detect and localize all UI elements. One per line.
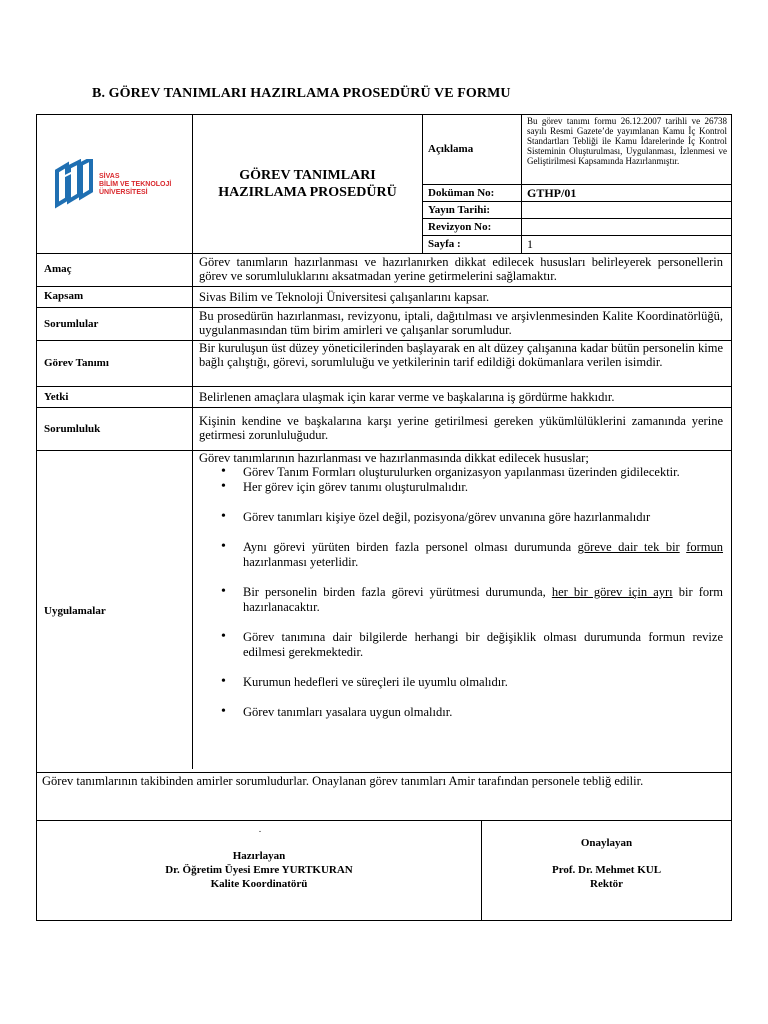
list-item: • Görev Tanım Formları oluşturulurken organizasyon yapılanması üzerinden gidilecektir.: [221, 464, 680, 479]
hazirlayan-title: Kalite Koordinatörü: [210, 878, 308, 890]
row-separator: [36, 386, 732, 387]
yetki-text: Belirlenen amaçlara ulaşmak için karar verme ve başkalarına iş gördürme hakkıdır.: [199, 390, 615, 404]
list-item: • Her görev için görev tanımı oluşturulmalıdır.: [221, 479, 468, 494]
yayin-tarihi-label: Yayın Tarihi:: [428, 204, 491, 216]
yetki-label: Yetki: [44, 391, 69, 403]
gorev-tanimi-label: Görev Tanımı: [44, 357, 109, 369]
row-separator: [36, 772, 732, 773]
sayfa-label: Sayfa :: [428, 238, 461, 250]
list-item: • Bir personelin birden fazla görevi yürütmesi durumunda, her bir görev için ayrı bir form hazırlanacaktır.: [221, 584, 724, 614]
amac-text: Görev tanımların hazırlanması ve hazırlanırken dikkat edilecek hususları belirleyerek personellerin görev ve sorumluluklarını aksatmadan yerine getirmelerini sağlamaktır.: [199, 255, 723, 283]
sorumlular-text: Bu prosedürün hazırlanması, revizyonu, iptali, dağıtılması ve arşivlenmesinden Kalite Koordinatörlüğü, uygulanmasından tüm birim amirleri ve çalışanlar sorumludur.: [199, 309, 723, 337]
list-item: • Kurumun hedefleri ve süreçleri ile uyumlu olmalıdır.: [221, 674, 508, 689]
kapsam-text: Sivas Bilim ve Teknoloji Üniversitesi çalışanlarını kapsar.: [199, 290, 490, 304]
procedure-title-line-1: GÖREV TANIMLARI: [239, 168, 376, 183]
footer-note: Görev tanımlarının takibinden amirler sorumludurlar. Onaylanan görev tanımları Amir tarafından personele tebliğ edilir.: [42, 774, 644, 788]
row-separator: [36, 286, 732, 287]
header-divider-1: [192, 114, 193, 769]
gorev-tanimi-text: Bir kuruluşun üst düzey yöneticilerinden başlayarak en alt düzey çalışanına kadar bütün personelin kime bağlı çalıştığı, görevi, sorumluluğu ve yetkilerinin tarif edildiği dokümanlara verilen isimdir.: [199, 341, 723, 369]
sorumluluk-text: Kişinin kendine ve başkalarına karşı yerine getirilmesi gereken yükümlülüklerini zamanında yerine getirmesi zorunluluğudur.: [199, 414, 723, 442]
uygulamalar-intro: Görev tanımlarının hazırlanması ve hazırlanmasında dikkat edilecek hususlar;: [199, 451, 589, 465]
procedure-title: [193, 167, 422, 201]
header-hline: [422, 201, 732, 202]
logo-line-1: SİVAS: [99, 173, 120, 180]
hazirlayan-name: Dr. Öğretim Üyesi Emre YURTKURAN: [165, 864, 353, 876]
document-title: B. GÖREV TANIMLARI HAZIRLAMA PROSEDÜRÜ VE FORMU: [92, 86, 511, 101]
row-separator: [36, 407, 732, 408]
list-item: • Görev tanımları yasalara uygun olmalıdır.: [221, 704, 453, 719]
revizyon-no-label: Revizyon No:: [428, 221, 492, 233]
kapsam-label: Kapsam: [44, 290, 84, 302]
header-hline: [422, 218, 732, 219]
dokuman-no-label: Doküman No:: [428, 187, 495, 199]
uygulamalar-label: Uygulamalar: [44, 605, 106, 617]
onaylayan-role: Onaylayan: [580, 837, 633, 849]
sorumluluk-label: Sorumluluk: [44, 423, 101, 435]
sayfa-value: 1: [527, 237, 533, 251]
logo-mark-icon: [53, 159, 99, 209]
row-separator: [36, 307, 732, 308]
logo-line-2: BİLİM VE TEKNOLOJİ: [99, 181, 172, 188]
list-item: • Görev tanımları kişiye özel değil, pozisyona/görev unvanına göre hazırlanmalıdır: [221, 509, 651, 524]
university-logo: [53, 159, 171, 209]
signature-dot: .: [258, 824, 262, 834]
procedure-title-line-2: HAZIRLAMA PROSEDÜRÜ: [218, 185, 397, 200]
dokuman-no-value: GTHP/01: [527, 186, 577, 200]
header-hline: [422, 184, 732, 185]
aciklama-text: Bu görev tanımı formu 26.12.2007 tarihli ve 26738 sayılı Resmi Gazete’de yayımlanan Kamu İç Kontrol Standartları Tebliği ile Kamu İdarelerinde İç Kontrol Sisteminin Oluşturulması, Uygulanması, İzlenmesi ve Geliştirilmesi Kapsamında Hazırlanmıştır.: [527, 116, 727, 166]
aciklama-label: Açıklama: [428, 143, 474, 155]
row-separator: [36, 253, 732, 254]
onaylayan-title: Rektör: [590, 878, 623, 890]
logo-line-3: ÜNİVERSİTESİ: [99, 189, 148, 196]
list-item: • Görev tanımına dair bilgilerde herhangi bir değişiklik olması durumunda formun revize edilmesi gerekmektedir.: [221, 629, 723, 659]
header-hline: [422, 235, 732, 236]
hazirlayan-role: Hazırlayan: [232, 850, 286, 862]
sorumlular-label: Sorumlular: [44, 318, 99, 330]
list-item: • Aynı görevi yürüten birden fazla personel olması durumunda göreve dair tek bir formun hazırlanması yeterlidir.: [221, 539, 723, 569]
onaylayan-name: Prof. Dr. Mehmet KUL: [551, 864, 662, 876]
amac-label: Amaç: [44, 263, 72, 275]
uygulamalar-list: [199, 465, 723, 720]
